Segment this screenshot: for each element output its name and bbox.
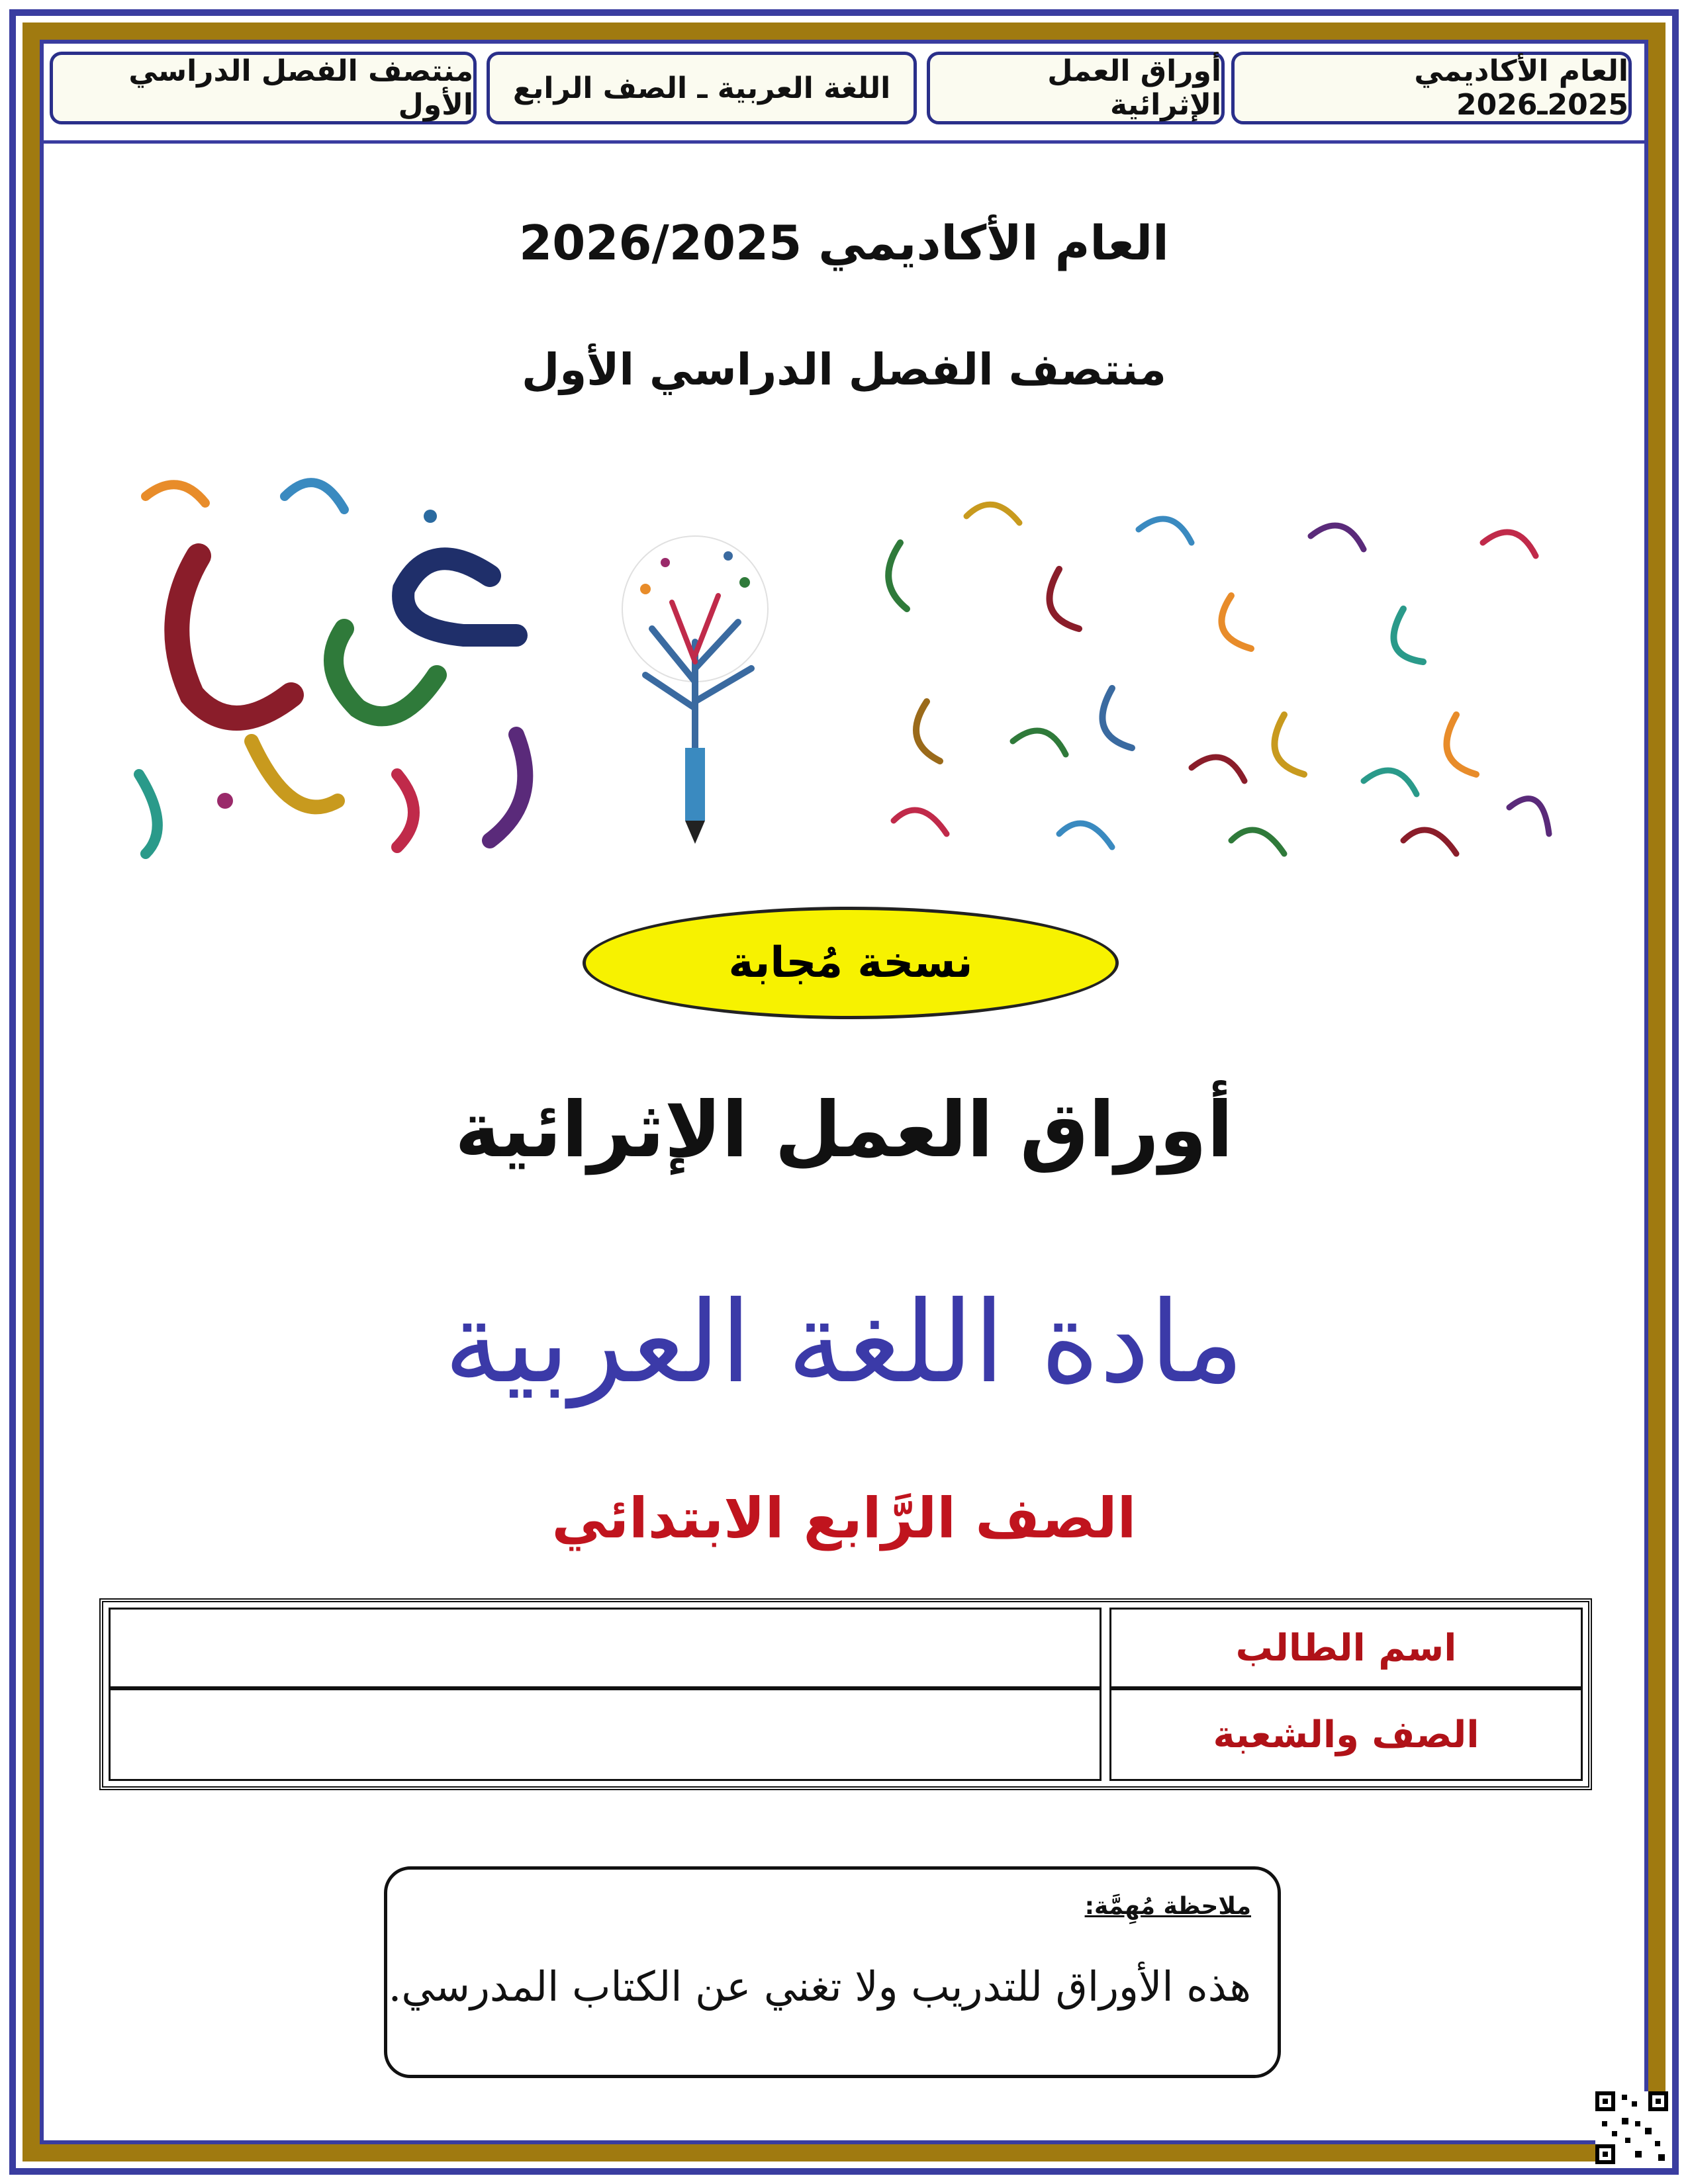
arabic-letters-collage-image: [119, 457, 569, 860]
header-term-box: [50, 52, 477, 124]
main-title: أوراق العمل الإثرائية: [455, 1085, 1233, 1175]
qr-code-icon: [1595, 2091, 1668, 2164]
student-name-label-cell: [1109, 1608, 1583, 1688]
header-subject-box: [487, 52, 917, 124]
header-worksheets-label: أوراق العمل الإثرائية: [1047, 54, 1221, 122]
student-name-label: اسم الطالب: [1235, 1626, 1457, 1670]
header-year-label: العام الأكاديمي 2025ـ2026: [1414, 54, 1628, 122]
header-worksheets-box: [927, 52, 1225, 124]
header-year-box: [1231, 52, 1632, 124]
qr-code-art: [1595, 2091, 1668, 2164]
arabic-letters-pattern-art: [861, 463, 1562, 867]
note-text: هذه الأوراق للتدريب ولا تغني عن الكتاب المدرسي.: [388, 1962, 1251, 2011]
arabic-letters-pattern-image: [861, 463, 1562, 867]
class-section-label: الصف والشعبة: [1213, 1713, 1479, 1756]
pencil-tree-image: [586, 510, 804, 847]
student-name-field[interactable]: [109, 1608, 1102, 1688]
note-heading: ملاحظة مُهِمَّة:: [1084, 1893, 1251, 1920]
header-bar: [40, 46, 1648, 139]
important-note-box: [384, 1866, 1281, 2078]
student-info-table: [99, 1598, 1592, 1790]
header-divider: [40, 140, 1648, 144]
class-section-label-cell: [1109, 1688, 1583, 1781]
answered-copy-badge: [583, 907, 1119, 1019]
academic-year-title: العام الأكاديمي 2026/2025: [519, 215, 1169, 271]
header-subject-label: اللغة العربية ـ الصف الرابع: [512, 71, 891, 105]
class-section-field[interactable]: [109, 1688, 1102, 1781]
subject-title: مادة اللغة العربية: [444, 1277, 1244, 1408]
term-title: منتصف الفصل الدراسي الأول: [521, 344, 1167, 395]
answered-copy-label: نسخة مُجابة: [728, 938, 973, 987]
pencil-tree-art: [586, 510, 804, 847]
grade-title: الصف الرَّابع الابتدائي: [551, 1486, 1137, 1551]
header-term-label: منتصف الفصل الدراسي الأول: [128, 54, 473, 122]
arabic-letters-collage-art: [119, 457, 569, 860]
